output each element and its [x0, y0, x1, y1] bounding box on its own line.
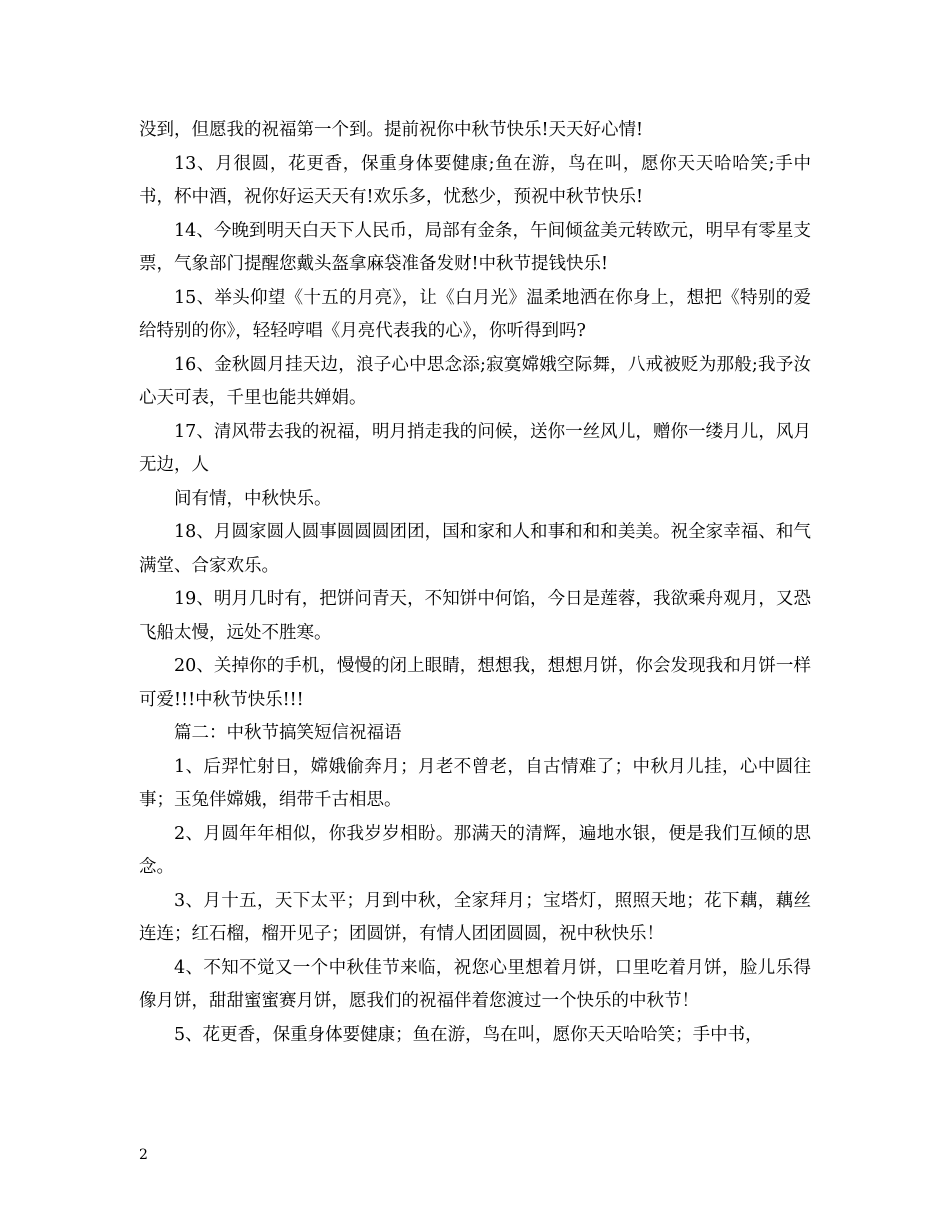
paragraph-s2-5: 5、花更香，保重身体要健康；鱼在游，鸟在叫，愿你天天哈哈笑；手中书，: [174, 1024, 763, 1045]
paragraph-14: 14、今晚到明天白天下人民币，局部有金条，午间倾盆美元转欧元，明早有零星支票，气象部门提醒您戴头盔拿麻袋准备发财!中秋节提钱快乐!: [139, 220, 811, 274]
paragraph-20: 20、关掉你的手机，慢慢的闭上眼睛，想想我，想想月饼，你会发现我和月饼一样可爱!!!中秋节快乐!!!: [139, 656, 811, 710]
section-heading: 篇二：中秋节搞笑短信祝福语: [174, 723, 402, 743]
paragraph-18: 18、月圆家圆人圆事圆圆圆团团，国和家和人和事和和和美美。祝全家幸福、和气满堂、合家欢乐。: [139, 522, 811, 576]
paragraph-19: 19、明月几时有，把饼问青天，不知饼中何馅，今日是莲蓉，我欲乘舟观月，又恐飞船太慢，远处不胜寒。: [139, 589, 811, 643]
page-number: 2: [139, 1147, 148, 1163]
paragraph-17-continuation: 间有情，中秋快乐。: [174, 488, 332, 509]
paragraph-s2-4: 4、不知不觉又一个中秋佳节来临，祝您心里想着月饼，口里吃着月饼，脸儿乐得像月饼，甜甜蜜蜜赛月饼，愿我们的祝福伴着您渡过一个快乐的中秋节！: [139, 957, 811, 1011]
paragraph-16: 16、金秋圆月挂天边，浪子心中思念添;寂寞嫦娥空际舞，八戒被贬为那般;我予汝心天可表，千里也能共婵娟。: [139, 354, 811, 408]
paragraph-s2-3: 3、月十五，天下太平；月到中秋，全家拜月；宝塔灯，照照天地；花下藕，藕丝连连；红石榴，榴开见子；团圆饼，有情人团团圆圆，祝中秋快乐！: [139, 890, 811, 944]
paragraph-15: 15、举头仰望《十五的月亮》，让《白月光》温柔地洒在你身上，想把《特别的爱给特别的你》，轻轻哼唱《月亮代表我的心》，你听得到吗?: [139, 287, 811, 341]
paragraph-17: 17、清风带去我的祝福，明月捎走我的问候，送你一丝风儿，赠你一缕月儿，风月无边，人: [139, 421, 811, 475]
paragraph-0: 没到，但愿我的祝福第一个到。提前祝你中秋节快乐!天天好心情!: [139, 120, 644, 140]
paragraph-s2-1: 1、后羿忙射日，嫦娥偷奔月；月老不曾老，自古情难了；中秋月儿挂，心中圆往事；玉兔伴嫦娥，绢带千古相思。: [139, 756, 811, 810]
paragraph-13: 13、月很圆，花更香，保重身体要健康;鱼在游，鸟在叫，愿你天天哈哈笑;手中书，杯中酒，祝你好运天天有!欢乐多，忧愁少，预祝中秋节快乐!: [139, 153, 811, 207]
document-body: [139, 114, 811, 1052]
paragraph-s2-2: 2、月圆年年相似，你我岁岁相盼。那满天的清辉，遍地水银，便是我们互倾的思念。: [139, 823, 811, 877]
